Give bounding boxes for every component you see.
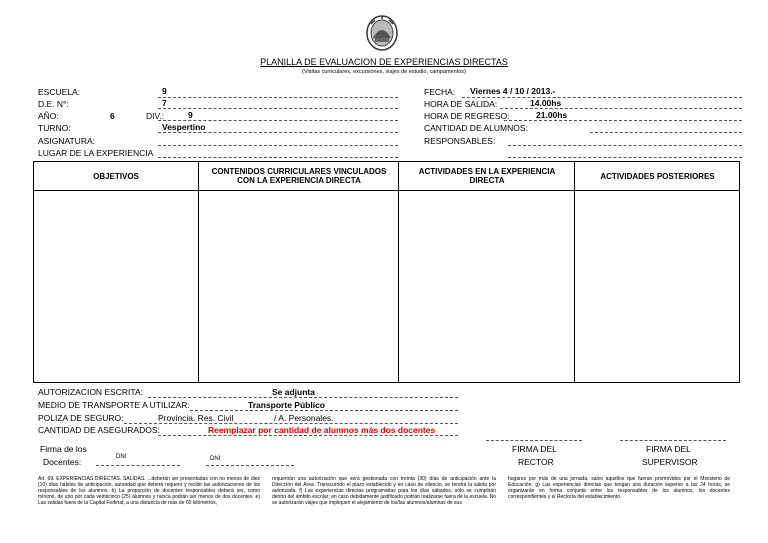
responsables-line-2 [508, 157, 742, 158]
poliza-value-1: Provincia. Res. Civil [158, 413, 234, 423]
escuela-label: ESCUELA: [38, 87, 81, 97]
header-objetivos: OBJETIVOS [93, 171, 139, 181]
legal-text-col-1: Art. 69. EXPERIENCIAS DIRECTAS. SALIDAS. ...deberán ser presentadas con no menos de diez (10) días hábiles de anticipación, autoridad que deberá requerir y recibir las autorizaciones de los responsables de los alumnos. b) La proporción de docentes responsables deberá ser, como mínimo, de uno por cada veinticinco (25) alumnos y nunca podrán ser menos de dos docentes. e) Las salidas fuera de la Capital Federal, a una distancia de más de 60 kilómetros, [38, 476, 260, 507]
turno-value: Vespertino [162, 122, 206, 132]
header-posteriores: ACTIVIDADES POSTERIORES [600, 171, 715, 181]
regreso-value: 21.00hs [536, 110, 568, 120]
autorizacion-label: AUTORIZACION ESCRITA: [38, 387, 144, 397]
firma-label-1: Firma de los [40, 444, 87, 454]
rector-label-2: RECTOR [518, 457, 554, 467]
asignatura-label: ASIGNATURA: [38, 136, 95, 146]
salida-value: 14.00hs [530, 98, 562, 108]
rector-label-1: FIRMA DEL [512, 444, 557, 454]
alumnos-label: CANTIDAD DE ALUMNOS: [424, 123, 528, 133]
table-header-divider [34, 190, 739, 191]
turno-line [158, 132, 398, 133]
regreso-line [504, 120, 742, 121]
fecha-value: Viernes 4 / 10 / 2013.- [470, 86, 556, 96]
docente-signature-line-1 [96, 465, 180, 466]
transporte-label: MEDIO DE TRANSPORTE A UTILIZAR: [38, 400, 190, 410]
page-title: PLANILLA DE EVALUACION DE EXPERIENCIAS DIRECTAS [260, 57, 508, 67]
supervisor-label-1: FIRMA DEL [646, 444, 691, 454]
alumnos-line [590, 132, 742, 133]
salida-label: HORA DE SALIDA: [424, 99, 498, 109]
salida-line [500, 108, 742, 109]
de-value: 7 [162, 98, 167, 108]
escuela-line [158, 97, 398, 98]
anio-label: AÑO: [38, 111, 59, 121]
header-contenidos: CONTENIDOS CURRICULARES VINCULADOS CON LA EXPERIENCIA DIRECTA [211, 167, 387, 185]
fecha-label: FECHA: [424, 87, 456, 97]
responsables-label: RESPONSABLES: [424, 136, 496, 146]
supervisor-label-2: SUPERVISOR [642, 457, 698, 467]
legal-text-col-3: hogares por más de una jornada, salvo aquellos que fueran promovidos por el Ministerio de Educación. g) Las experiencias directas que tengan una duración superior a las 24 horas, se organizarán en forma conjunta entre los responsables de los alumnos, los docentes correspondientes y el Rectoría del establecimiento. [508, 476, 730, 501]
seal-emblem [365, 14, 399, 52]
experience-table [33, 161, 740, 383]
turno-label: TURNO: [38, 123, 71, 133]
table-col-divider [398, 162, 399, 382]
asegurados-value: Reemplazar por cantidad de alumnos más dos docentes [208, 425, 436, 435]
rector-signature-line [486, 440, 582, 441]
responsables-line [508, 145, 742, 146]
escuela-value: 9 [162, 86, 167, 96]
fecha-line [462, 97, 742, 98]
autorizacion-value: Se adjunta [272, 387, 315, 397]
asegurados-label: CANTIDAD DE ASEGURADOS: [38, 425, 160, 435]
de-label: D.E. N°: [38, 99, 69, 109]
regreso-label: HORA DE REGRESO: [424, 111, 510, 121]
asignatura-line [158, 145, 398, 146]
de-line [158, 108, 398, 109]
transporte-value: Transporte Público [248, 400, 325, 410]
asegurados-line [158, 435, 458, 436]
autorizacion-line [148, 397, 458, 398]
poliza-line [124, 423, 458, 424]
header-actividades: ACTIVIDADES EN LA EXPERIENCIA DIRECTA [418, 167, 556, 185]
dni-label-1: DNI [116, 454, 127, 460]
table-col-divider [574, 162, 575, 382]
legal-text-col-2: requerirán una autorización que será gestionada con treinta (30) días de anticipación ante la Dirección del Área. Transcurrido el plazo establecido y en caso de silencio, se tendrá la salida por autorizada. f) Las experiencias directas programadas para los días sábados, sólo se cumplirán dentro del ámbito escolar; en caso debidamente justificado podrán realizarse fuera de la escuela. No se autorizarán viajes que impliquen el alejamiento de los/las alumnos/alumnas de sus [272, 476, 496, 507]
lugar-line [158, 157, 398, 158]
docente-signature-line-2 [206, 465, 294, 466]
poliza-label: POLIZA DE SEGURO: [38, 413, 124, 423]
div-value: 9 [188, 110, 193, 120]
transporte-line [190, 410, 458, 411]
poliza-value-2: / A. Personales. [274, 413, 334, 423]
firma-label-2: Docentes: [43, 457, 82, 467]
dni-label-2: DNI [210, 456, 221, 462]
supervisor-signature-line [620, 440, 726, 441]
anio-value: 6 [110, 111, 115, 121]
table-col-divider [198, 162, 199, 382]
page-subtitle: (Visitas curriculares, excursiones, viajes de estudio, campamentos) [302, 69, 466, 75]
div-line [158, 120, 398, 121]
lugar-label: LUGAR DE LA EXPERIENCIA [38, 148, 154, 158]
div-label: DIV.: [146, 111, 165, 121]
